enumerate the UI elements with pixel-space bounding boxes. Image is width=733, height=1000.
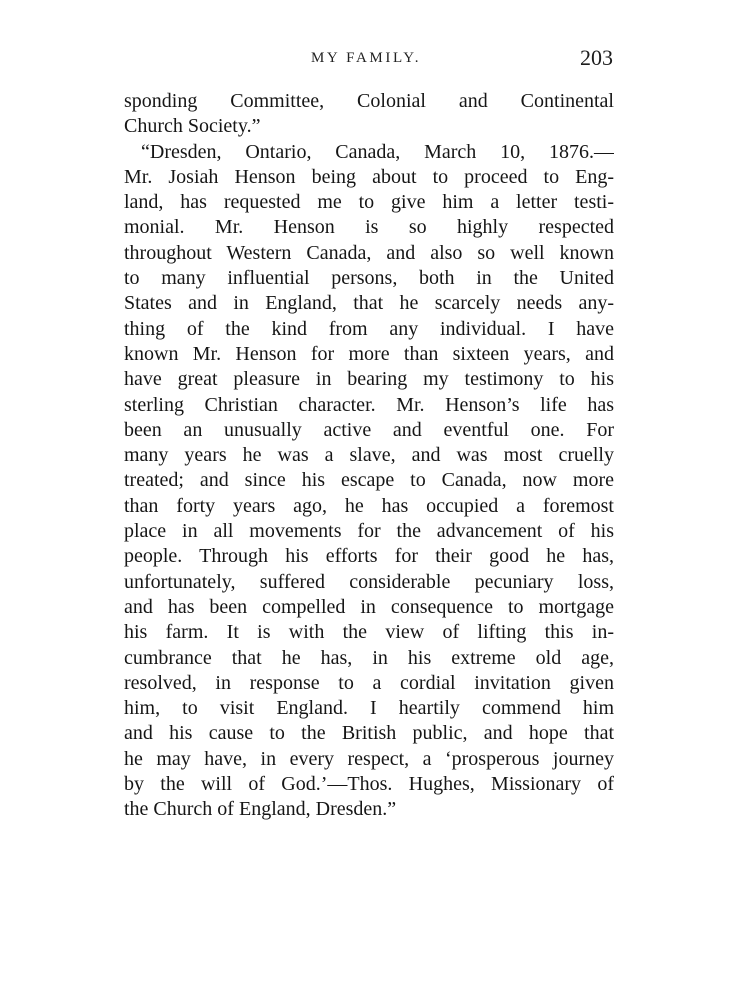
- text-line: resolved, in response to a cordial invitation given: [124, 671, 614, 694]
- text-line: land, has requested me to give him a letter testi-: [124, 191, 614, 214]
- text-line: cumbrance that he has, in his extreme old age,: [124, 646, 614, 669]
- text-line: “Dresden, Ontario, Canada, March 10, 1876.—: [141, 140, 614, 163]
- text-line: place in all movements for the advancement of his: [124, 520, 614, 543]
- text-line: him, to visit England. I heartily commend him: [124, 697, 614, 720]
- text-line: States and in England, that he scarcely needs any-: [124, 292, 614, 315]
- text-line: he may have, in every respect, a ‘prosperous journey: [124, 747, 614, 770]
- text-line: unfortunately, suffered considerable pecuniary loss,: [124, 570, 614, 593]
- text-line: than forty years ago, he has occupied a foremost: [124, 494, 614, 517]
- text-line: and has been compelled in consequence to mortgage: [124, 595, 614, 618]
- text-line: monial. Mr. Henson is so highly respected: [124, 216, 614, 239]
- text-line: have great pleasure in bearing my testimony to his: [124, 368, 614, 391]
- text-line: treated; and since his escape to Canada, now more: [124, 469, 614, 492]
- text-line: thing of the kind from any individual. I have: [124, 317, 614, 340]
- text-line: by the will of God.’—Thos. Hughes, Missionary of: [124, 773, 614, 796]
- text-line: sterling Christian character. Mr. Henson’s life has: [124, 393, 614, 416]
- text-line: been an unusually active and eventful one. For: [124, 418, 614, 441]
- text-line: his farm. It is with the view of lifting this in-: [124, 621, 614, 644]
- text-line: and his cause to the British public, and hope that: [124, 722, 614, 745]
- text-line: Mr. Josiah Henson being about to proceed to Eng-: [124, 165, 614, 188]
- text-line: Church Society.”: [124, 115, 261, 138]
- running-head: MY FAMILY.: [311, 50, 422, 66]
- text-line: people. Through his efforts for their good he has,: [124, 545, 614, 568]
- page-number: 203: [580, 45, 613, 70]
- text-line: sponding Committee, Colonial and Continental: [124, 90, 614, 112]
- text-line: known Mr. Henson for more than sixteen years, and: [124, 342, 614, 365]
- text-line: throughout Western Canada, and also so well known: [124, 241, 614, 264]
- body-text: [124, 89, 614, 823]
- text-line: the Church of England, Dresden.”: [124, 798, 397, 821]
- text-line: to many influential persons, both in the United: [124, 267, 614, 290]
- text-line: many years he was a slave, and was most cruelly: [124, 444, 614, 467]
